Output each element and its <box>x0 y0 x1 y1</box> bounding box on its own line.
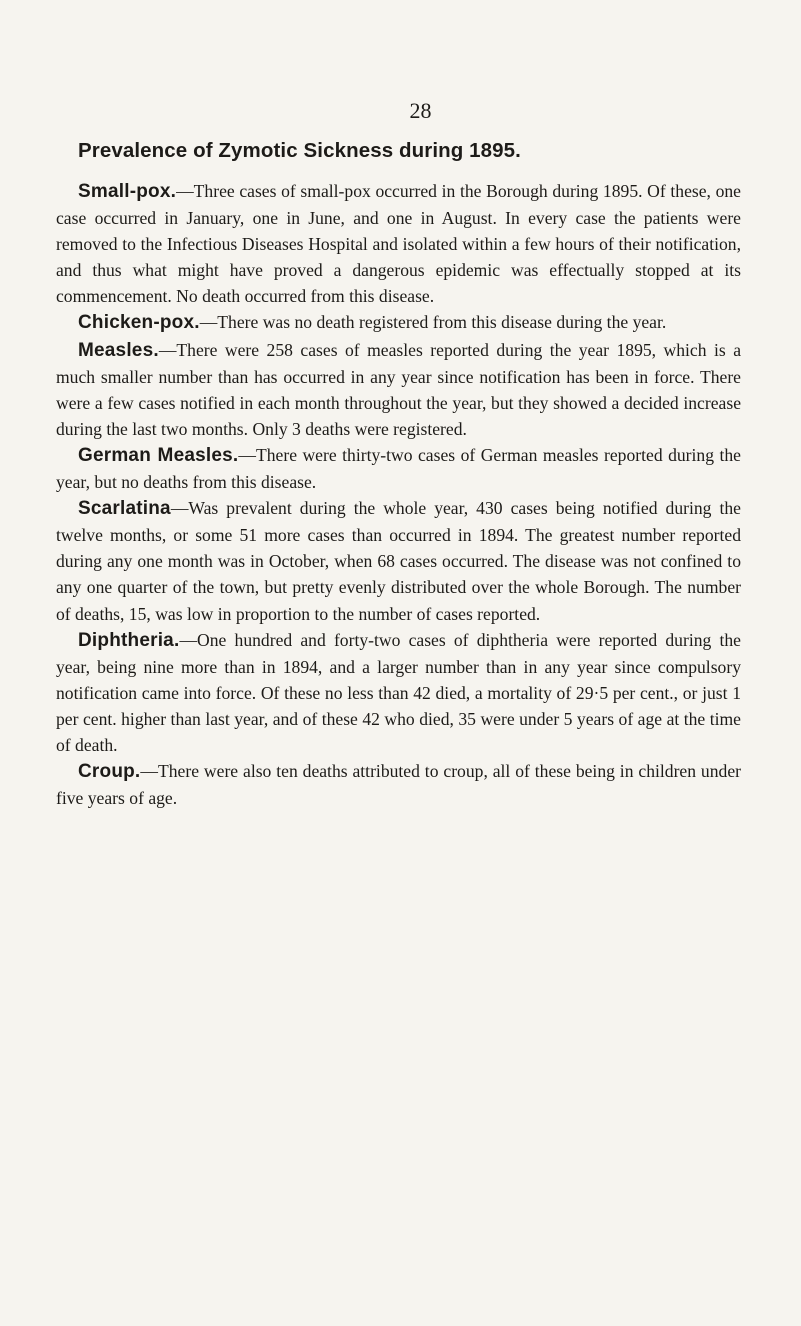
section-text: —Three cases of small-pox occurred in the Borough during 1895. Of these, one case occurred in January, one in June, and one in August. In every case the patients were removed to the Infectious Diseases Hospital and isolated within a few hours of their notification, and thus what might have proved a dangerous epidemic was effectually stopped at its commencement. No death occurred from this disease. <box>56 181 741 307</box>
section-chicken-pox <box>56 309 741 336</box>
section-heading: Small-pox. <box>78 181 177 202</box>
section-scarlatina <box>56 495 741 626</box>
section-heading: German Measles. <box>78 444 239 466</box>
section-text: —There were 258 cases of measles reported during the year 1895, which is a much smaller number than has occurred in any year since notification has been in force. There were a few cases notified in each month throughout the year, but they showed a decided increase during the last two months. Only 3 deaths were registered. <box>56 339 741 439</box>
section-heading: Measles. <box>78 339 159 361</box>
section-diphtheria <box>56 627 741 758</box>
section-heading: Diphtheria. <box>78 629 180 651</box>
section-heading: Croup. <box>78 761 141 783</box>
section-text: —There was no death registered from this disease during the year. <box>199 312 667 333</box>
section-text: —Was prevalent during the whole year, 430 cases being notified during the twelve months, or some 51 more cases than occurred in 1894. The greatest number reported during any one month was in October, when 68 cases occurred. The disease was not confined to any one quarter of the town, but pretty evenly distributed over the whole Borough. The number of deaths, 15, was low in proportion to the number of cases reported. <box>56 498 741 624</box>
page-number: 28 <box>409 98 432 123</box>
section-heading: Scarlatina <box>78 498 171 520</box>
section-croup <box>56 758 741 811</box>
section-measles <box>56 337 741 442</box>
section-text: —There were also ten deaths attributed to croup, all of these being in children under five years of age. <box>56 761 741 809</box>
page-title: Prevalence of Zymotic Sickness during 1895. <box>78 139 521 162</box>
section-text: —There were thirty-two cases of German measles reported during the year, but no deaths from this disease. <box>56 444 741 493</box>
section-text: —One hundred and forty-two cases of diphtheria were reported during the year, being nine more than in 1894, and a larger number than in any year since compulsory notification came into force. Of these no less than 42 died, a mortality of 29·5 per cent., or just 1 per cent. higher than last year, and of these 42 who died, 35 were under 5 years of age at the time of death. <box>56 629 741 755</box>
section-german-measles <box>56 442 741 495</box>
section-small-pox <box>56 178 741 309</box>
section-heading: Chicken-pox. <box>78 312 200 334</box>
